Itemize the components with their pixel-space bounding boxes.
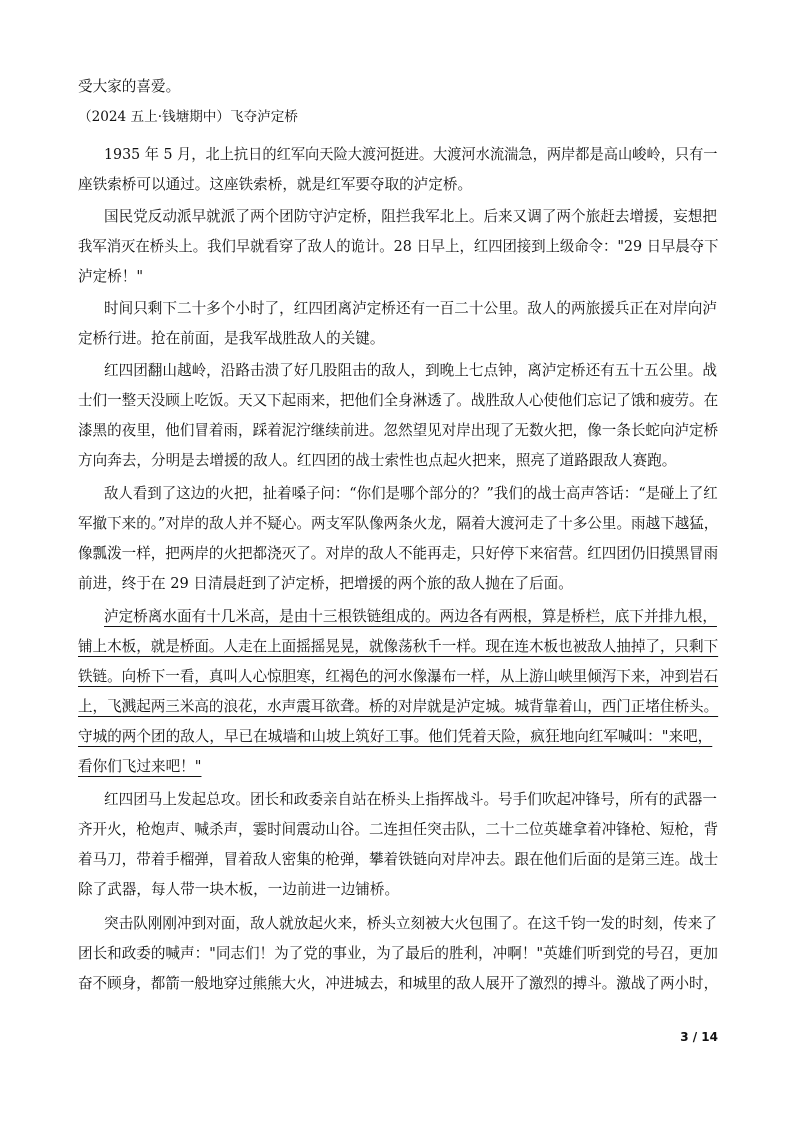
paragraph-4-line: 红四团翻山越岭，沿路击溃了好几股阻击的敌人，到晚上七点钟，离泸定桥还有五十五公里。战: [104, 362, 717, 379]
paragraph-7-line: 着马刀，带着手榴弹，冒着敌人密集的枪弹，攀着铁链向对岸冲去。跟在他们后面的是第三连。战士: [78, 851, 719, 868]
paragraph-4-line: 方向奔去，分明是去增援的敌人。红四团的战士索性也点起火把来，照亮了道路跟敌人赛跑。: [78, 452, 677, 469]
paragraph-2-line: 国民党反动派早就派了两个团防守泸定桥，阻拦我军北上。后来又调了两个旅赶去增援，妄想把: [104, 208, 717, 225]
text-line: 受大家的喜爱。: [78, 78, 181, 95]
paragraph-1-line: 座铁索桥可以通过。这座铁索桥，就是红军要夺取的泸定桥。: [78, 176, 473, 193]
underlined-paragraph-line: 守城的两个团的敌人，早已在城墙和山坡上筑好工事。他们凭着天险，疯狂地向红军喊叫："来吧，: [78, 728, 713, 745]
paragraph-7-line: 除了武器，每人带一块木板，一边前进一边铺桥。: [78, 881, 400, 898]
paragraph-3-line: 定桥行进。抢在前面，是我军战胜敌人的关键。: [78, 330, 385, 347]
paragraph-8-line: 团长和政委的喊声："同志们！为了党的事业，为了最后的胜利，冲啊！"英雄们听到党的号召，更加: [78, 945, 718, 962]
paragraph-2-line: 我军消灭在桥头上。我们早就看穿了敌人的诡计。28 日早上，红四团接到上级命令："29 日早晨夺下: [78, 238, 719, 255]
paragraph-3-line: 时间只剩下二十多个小时了，红四团离泸定桥还有一百二十公里。敌人的两旅援兵正在对岸向泸: [104, 300, 717, 317]
paragraph-2-line: 泸定桥！": [78, 268, 144, 285]
underlined-paragraph-line: 铁链。向桥下一看，真叫人心惊胆寒，红褐色的河水像瀑布一样，从上游山峡里倾泻下来，冲到岩石: [78, 668, 719, 685]
underlined-paragraph-line: 上，飞溅起两三米高的浪花，水声震耳欲聋。桥的对岸就是泸定城。城背靠着山，西门正堵住桥头。: [78, 698, 719, 715]
underlined-paragraph-line: 铺上木板，就是桥面。人走在上面摇摇晃晃，就像荡秋千一样。现在连木板也被敌人抽掉了，只剩下: [78, 638, 719, 655]
underlined-paragraph-line: 泸定桥离水面有十几米高，是由十三根铁链组成的。两边各有两根，算是桥栏，底下并排九根，: [104, 608, 717, 625]
paragraph-5-line: 军撤下来的。”对岸的敌人并不疑心。两支军队像两条火龙，隔着大渡河走了十多公里。雨越下越猛，: [78, 515, 719, 532]
paragraph-5-line: 敌人看到了这边的火把，扯着嗓子问：“你们是哪个部分的？”我们的战士高声答话：“是碰上了红: [104, 485, 718, 502]
paragraph-8-line: 奋不顾身，都箭一般地穿过熊熊大火，冲进城去，和城里的敌人展开了激烈的搏斗。激战了两小时，: [78, 975, 719, 992]
paragraph-4-line: 士们一整天没顾上吃饭。天又下起雨来，把他们全身淋透了。战胜敌人心使他们忘记了饿和疲劳。在: [78, 392, 719, 409]
paragraph-7-line: 红四团马上发起总攻。团长和政委亲自站在桥头上指挥战斗。号手们吹起冲锋号，所有的武器一: [104, 791, 717, 808]
page-number: 3 / 14: [680, 1030, 718, 1044]
paragraph-8-line: 突击队刚刚冲到对面，敌人就放起火来，桥头立刻被大火包围了。在这千钧一发的时刻，传来了: [104, 915, 717, 932]
underlined-paragraph-line: 看你们飞过来吧！": [78, 758, 202, 775]
paragraph-5-line: 前进，终于在 29 日清晨赶到了泸定桥，把增援的两个旅的敌人抛在了后面。: [78, 575, 573, 592]
paragraph-7-line: 齐开火，枪炮声、喊杀声，霎时间震动山谷。二连担任突击队，二十二位英雄拿着冲锋枪、短枪，背: [78, 821, 719, 838]
paragraph-4-line: 漆黑的夜里，他们冒着雨，踩着泥泞继续前进。忽然望见对岸出现了无数火把，像一条长蛇向泸定桥: [78, 422, 719, 439]
paragraph-5-line: 像瓢泼一样，把两岸的火把都浇灭了。对岸的敌人不能再走，只好停下来宿营。红四团仍旧摸黑冒雨: [78, 545, 719, 562]
question-source-title: （2024 五上·钱塘期中）飞夺泸定桥: [78, 109, 298, 125]
paragraph-1-line: 1935 年 5 月，北上抗日的红军向天险大渡河挺进。大渡河水流湍急，两岸都是高山峻岭，只有一: [104, 146, 718, 163]
